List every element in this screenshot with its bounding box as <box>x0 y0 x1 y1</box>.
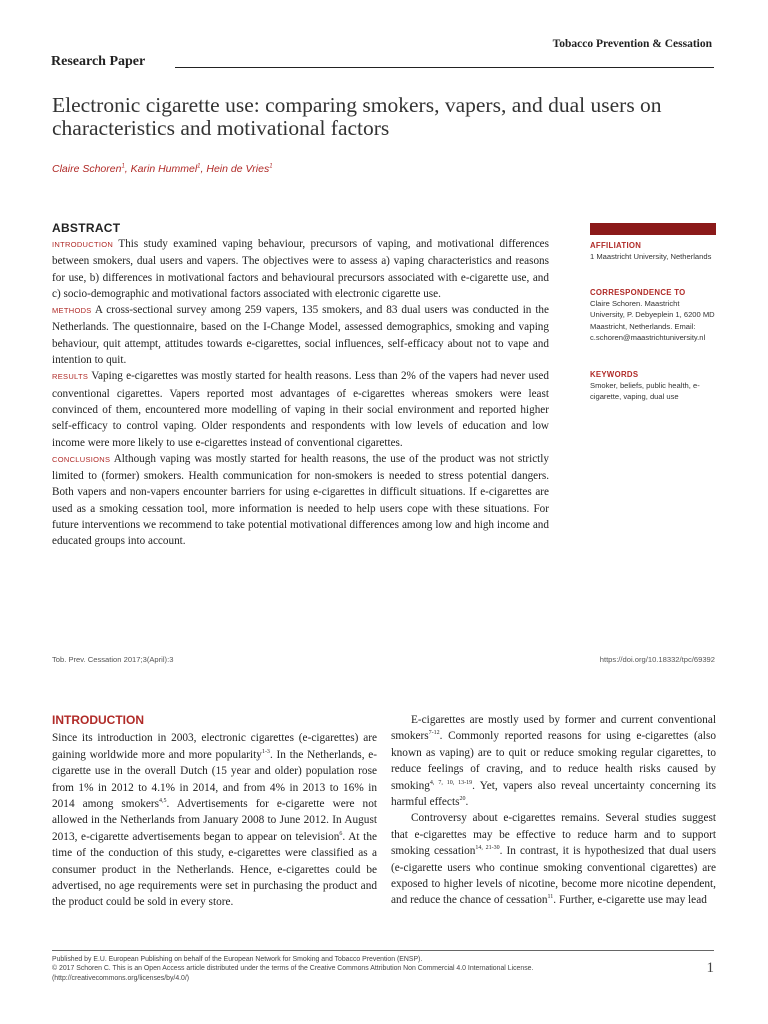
abstract-section <box>52 368 549 450</box>
body-paragraph <box>391 810 716 908</box>
body-text-run: . Commonly reported reasons for using e-cigarettes (also known as vaping) are to quit or reduce smoking regular cigarettes, to reduce feelings of craving, and to reduce health risks caused by smoking <box>391 730 716 792</box>
correspondence-text[interactable]: Claire Schoren. Maastricht University, P. Debyeplein 1, 6200 MD Maastricht, Netherlands. Email: c.schoren@maastrichtuniversity.nl <box>590 299 715 342</box>
abstract-section-text: This study examined vaping behaviour, precursors of vaping, and motivational differences between smokers, dual users and vapers. The objectives were to assess a) vaping characteristics and reasons for use, b) differences in motivational factors and behavioural precursors associated with e-cigarette use, and c) socio-demographic and motivational factors associated with electronic cigarette use. <box>52 238 549 300</box>
license-footer <box>52 955 672 983</box>
sidebar-accent-bar <box>590 223 716 235</box>
author-affiliation-mark: 1 <box>269 163 273 170</box>
citation-superscript[interactable]: 7-12 <box>428 730 440 737</box>
author-affiliation-mark: 1 <box>121 163 125 170</box>
citation-superscript[interactable]: 20 <box>459 796 466 803</box>
body-paragraph <box>52 730 377 910</box>
author-name[interactable]: Claire Schoren <box>52 163 122 175</box>
body-text-run: . <box>465 796 469 809</box>
author-affiliation-mark: 1 <box>197 163 201 170</box>
affiliation-text: 1 Maastricht University, Netherlands <box>590 252 712 262</box>
keywords-text: Smoker, beliefs, public health, e-cigarette, vaping, dual use <box>590 381 700 402</box>
author-name[interactable]: Hein de Vries <box>206 163 270 175</box>
abstract-section-label: RESULTS <box>52 372 89 382</box>
author-name[interactable]: Karin Hummel <box>130 163 198 175</box>
body-text-run: . Yet, vapers also reveal uncertainty concerning its harmful effects <box>391 779 716 809</box>
footer-rule <box>52 950 714 951</box>
correspondence-heading: CORRESPONDENCE TO <box>590 288 686 297</box>
body-paragraph <box>391 712 716 810</box>
publisher-line: Published by E.U. European Publishing on behalf of the European Network for Smoking and Tobacco Prevention (ENSP). <box>52 956 423 963</box>
abstract-section-text: Vaping e-cigarettes was mostly started for health reasons. Less than 2% of the vapers had never used conventional cigarettes. Vapers reported most advantages of e-cigarettes whereas smokers were least convinced of them, encountered more modelling of vaping in their social environment and reported higher self-efficacy to control vaping. Older respondents and respondents with low levels of education and low income were more likely to use e-cigarettes instead of conventional cigarettes. <box>52 370 549 449</box>
abstract-section-label: INTRODUCTION <box>52 240 114 249</box>
citation-superscript[interactable]: 1-3 <box>261 749 270 756</box>
author-list: Claire Schoren$^1$, Karin Hummel$^1$, Hein de Vries$^1$ <box>52 163 273 175</box>
keywords-heading: KEYWORDS <box>590 370 639 379</box>
citation-superscript[interactable]: 4, 7, 10, 13-19 <box>429 779 473 786</box>
body-text-run: . In the Netherlands, e-cigarette use in the overall Dutch (15 year and older) population rose from 1% in 2012 to 4.1% in 2014, and from 4% in 2013 to 16% in 2014 among smokers <box>52 748 378 811</box>
introduction-heading: INTRODUCTION <box>52 713 144 727</box>
license-link[interactable]: (http://creativecommons.org/licenses/by/4.0/) <box>52 974 190 982</box>
body-column-left <box>52 712 377 911</box>
abstract-section-text: Although vaping was mostly started for health reasons, the use of the product was not strictly limited to (former) smokers. Health communication for non-smokers is needed to stress potential dangers. Both vapers and non-vapers encounter barriers for using e-cigarettes in difficult situations. If e-cigarettes are used as a smoking cessation tool, more information is needed to help users cope with these situations. For future interventions we recommend to take potential motivational differences among low and high income and educated groups into account. <box>52 452 549 548</box>
body-text-run: Controversy about e-cigarettes remains. Several studies suggest that e-cigarettes may be effective to reduce harm and to support smoking cessation <box>391 812 716 858</box>
doi-link[interactable]: https://doi.org/10.18332/tpc/69392 <box>599 655 715 664</box>
abstract-section <box>52 236 549 302</box>
affiliation-heading: AFFILIATION <box>590 241 642 250</box>
license-line: © 2017 Schoren C. This is an Open Access article distributed under the terms of the Creative Commons Attribution Non Commercial 4.0 International License. <box>52 965 534 973</box>
citation-superscript[interactable]: 14, 21-30 <box>475 845 500 852</box>
abstract-section <box>52 451 549 550</box>
section-label: Research Paper <box>51 54 146 69</box>
body-text-run: . Further, e-cigarette use may lead <box>553 894 707 907</box>
affiliation-block <box>590 240 716 262</box>
body-text-run: E-cigarettes are mostly used by former and current conventional smokers <box>391 714 716 743</box>
page-number: 1 <box>706 960 714 976</box>
body-column-right <box>391 712 716 909</box>
citation-superscript[interactable]: 6 <box>339 831 343 838</box>
body-text-run: . In contrast, it is hypothesized that dual users (e-cigarette users who continue smoking conventional cigarettes) are exposed to higher levels of nicotine, become more nicotine dependent, and reduce the chance of cessation <box>391 845 716 907</box>
body-text-run: . Advertisements for e-cigarette were not allowed in the Netherlands from January 2008 to June 2012. In August 2013, e-cigarette advertisements began to appear on television <box>52 798 377 843</box>
citation-superscript[interactable]: 4,5 <box>159 798 167 805</box>
keywords-block <box>590 369 716 403</box>
header-rule <box>175 67 714 68</box>
citation-ref: Tob. Prev. Cessation 2017;3(April):3 <box>52 655 174 664</box>
journal-name: Tobacco Prevention & Cessation <box>552 38 712 50</box>
abstract-heading: ABSTRACT <box>52 221 121 235</box>
abstract-body <box>52 236 549 550</box>
abstract-section-label: METHODS <box>52 306 92 316</box>
citation-superscript[interactable]: 11 <box>547 894 554 901</box>
paper-title: Electronic cigarette use: comparing smokers, vapers, and dual users on characteristics and motivational factors <box>52 93 662 140</box>
abstract-section <box>52 302 549 368</box>
body-text-run: . At the time of the conduction of this study, e-cigarettes were classified as a consumer product in the Netherlands. Hence, e-cigarettes could be advertised, no age requirements were set in purchasing the product and the product could be sold in every store. <box>52 830 377 909</box>
abstract-section-label: CONCLUSIONS <box>52 454 111 464</box>
abstract-section-text: A cross-sectional survey among 259 vapers, 135 smokers, and 83 dual users was conducted in the Netherlands. The questionnaire, based on the I-Change Model, assessed demographics, smoking and vaping behaviour, quit attempt, attitudes towards e-cigarettes, social influences, self-efficacy about not to vape and intention to quit. <box>52 304 549 367</box>
correspondence-block <box>590 287 716 343</box>
body-text-run: Since its introduction in 2003, electronic cigarettes (e-cigarettes) are gaining worldwide more and more popularity <box>52 732 377 761</box>
